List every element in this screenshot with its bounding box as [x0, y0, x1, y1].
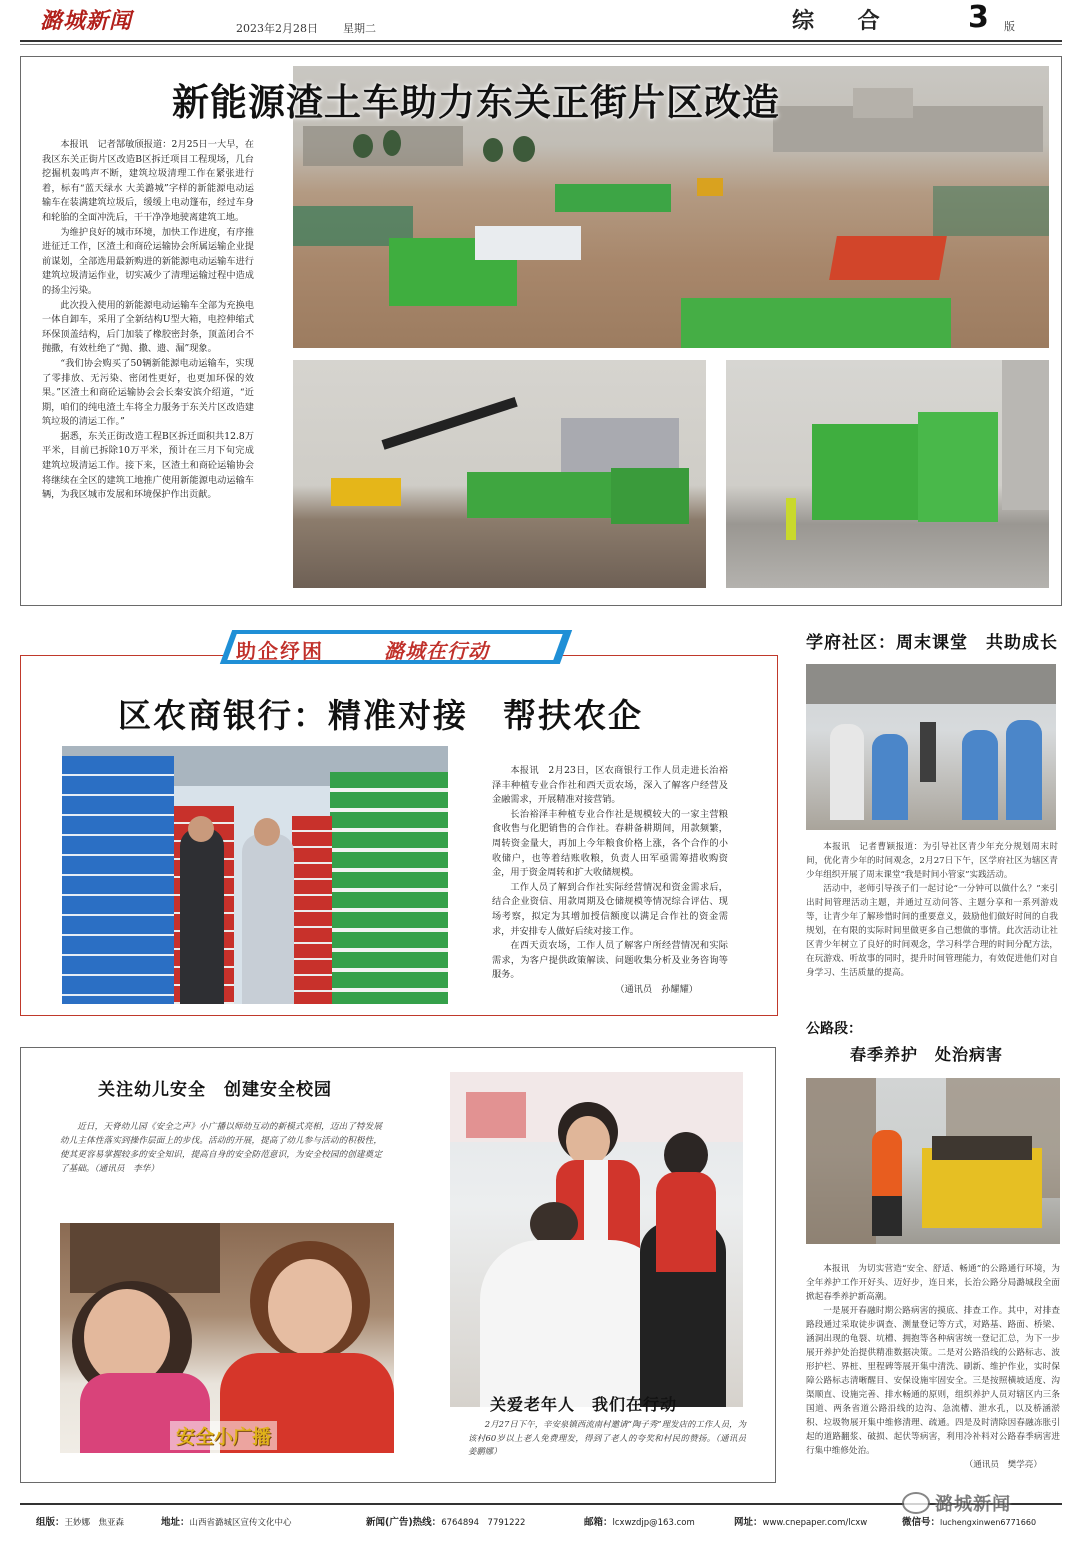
- masthead-rule-thin: [20, 44, 1062, 45]
- story2-headline: 区农商银行：精准对接 帮扶农企: [118, 696, 643, 735]
- story2-paragraph: 长治裕泽丰种植专业合作社是规模较大的一家主营粮食收售与化肥销售的合作社。春耕备耕期间，用款频繁，周转资金量大，再加上今年粮食价格上涨，各个合作的小收储户，也等着结账收粮，负责人田军亟需筹措收购资金，用于资金周转和扩大收储规模。: [492, 808, 728, 879]
- story3-body: [806, 840, 1058, 1010]
- masthead-rule: [20, 40, 1062, 42]
- issue-date: 2023年2月28日: [236, 22, 318, 35]
- free-haircut-photo: [450, 1072, 743, 1407]
- story6-text: 2月27日下午，辛安泉镇西流南村邀请“陶子秀”理发店的工作人员，为该村60岁以上老人免费理发，得到了老人的夸奖和村民的赞扬。: [468, 1419, 746, 1443]
- fertilizer-warehouse-photo: [62, 746, 448, 1004]
- section-name: 综 合: [792, 8, 898, 34]
- email-value[interactable]: lcxwzdjp@163.com: [612, 1518, 695, 1528]
- story4-paragraph: 一是展开春融时期公路病害的摸底、排查工作。其中，对排查路段通过采取徒步调查、测量登记等方式，对路基、路面、桥梁、涵洞出现的龟裂、坑槽、拥抱等各种病害统一登记汇总，为下一步展开养护处治提供精准数据决策。二是对公路沿线的公路标志、波形护栏、界桩、里程碑等展开集中清洗、刷新、维护作业，实时保障公路标志清晰醒目、安保设施牢固安全。三是按照横坡适度、沟渠顺直、设施完善、排水畅通的原则，组织养护人员对辖区内三条国道、两条省道公路沿线的边沟、急流槽、泄水孔，以及桥涵淤积、垃圾物展开集中维修清理、疏通。四是及时清除因春融冻胀引起的道路翻浆、破损、起伏等病害，利用冷补料对公路春季病害进行集中维修处治。: [806, 1306, 1060, 1456]
- address-value: 山西省潞城区宣传文化中心: [189, 1518, 292, 1528]
- story3-paragraph: 本报讯 记者曹颖报道：为引导社区青少年充分规划周末时间，优化青少年的时间观念，2月27日下午，区学府社区为辖区青少年组织开展了周末课堂“我是时间小管家”实践活动。: [806, 842, 1058, 880]
- story1-paragraph: 据悉，东关正街改造工程B区拆迁面积共12.8万平米，目前已拆除10万平米，预计在三月下旬完成建筑垃圾清运工作。接下来，区渣土和商砼运输协会将继续在全区的建筑工地推广使用新能源电动运输车辆，为我区城市发展和环境保护作出贡献。: [42, 430, 254, 501]
- website-value[interactable]: www.cnepaper.com/lcxw: [762, 1518, 868, 1528]
- story1-paragraph: 此次投入使用的新能源电动运输车全部为充换电一体自卸车，采用了全新结构U型大箱，电控伸缩式环保顶盖结构，后门加装了橡胶密封条，顶盖闭合不抛撒，有效杜绝了“抛、撒、遗、漏”现象。: [42, 299, 254, 355]
- story1-paragraph: 本报讯 记者郜敏颀报道：2月25日一大早，在我区东关正街片区改造B区拆迁项目工程现场，几台挖掘机轰鸣声不断，建筑垃圾清理工作在紧张进行着，标有“蓝天绿水 大美潞城”字样的新能源电动运输车在装满建筑垃圾后，缓缓上电动篷布，经过车身和轮胎的全面冲洗后，干干净净地驶离建筑工地。: [42, 139, 254, 223]
- story4-byline: （通讯员 樊学亮）: [964, 1460, 1042, 1470]
- hotline-value: 6764894 7791222: [441, 1518, 526, 1528]
- story4-paragraph: 本报讯 为切实营造“安全、舒适、畅通”的公路通行环境，为全年养护工作开好头、迈好步，连日来，长治公路分局潞城段全面掀起春季养护新高潮。: [806, 1264, 1060, 1302]
- story2-paragraph: 本报讯 2月23日，区农商银行工作人员走进长治裕泽丰种植专业合作社和西天贡农场，深入了解客户经营及金融需求，开展精准对接营销。: [492, 765, 728, 806]
- story2-body: [492, 764, 728, 1009]
- story5-body: [60, 1120, 382, 1200]
- page-number: 3: [968, 0, 989, 35]
- road-maintenance-photo: [806, 1078, 1060, 1244]
- story4-kicker: 公路段：: [806, 1021, 862, 1037]
- story1-headline: 新能源渣土车助力东关正街片区改造: [172, 81, 780, 124]
- wechat-value: luchengxinwen6771660: [940, 1518, 1037, 1527]
- story6-body: [468, 1418, 755, 1468]
- banner-left-text: 助企纾困: [236, 639, 324, 663]
- masthead-logo: 潞城新闻: [40, 8, 133, 34]
- kindergarten-broadcast-photo: [60, 1223, 394, 1453]
- excavator-loading-photo: [293, 360, 706, 588]
- truck-washing-photo: [726, 360, 1049, 588]
- story5-text: 近日，天脊幼儿园《安全之声》小广播以师幼互动的新模式亮相，迈出了特发展幼儿主体性落实到操作层面上的步伐。活动的开展，提高了幼儿参与活动的积极性，使其更容易掌握较多的安全知识，提高自身的安全防范意识，为安全校园的创建奠定了基础。: [60, 1122, 382, 1174]
- watermark-text: 潞城新闻: [935, 1494, 1012, 1515]
- email-label: 邮箱：: [584, 1517, 613, 1528]
- editors-label: 组版：: [36, 1517, 65, 1528]
- story6-byline: （通讯员 姜鹏娜）: [468, 1432, 755, 1457]
- address-label: 地址：: [161, 1517, 190, 1528]
- page-suffix: 版: [1004, 20, 1015, 33]
- banner-right-text: 潞城在行动: [384, 639, 489, 663]
- story1-paragraph: “我们协会购买了50辆新能源电动运输车，实现了零排放、无污染、密闭性更好，也更加环保的效果。”区渣土和商砼运输协会会长秦安滨介绍道，“近期，咱们的纯电渣土车将全力服务于东关片区改造建筑垃圾的清运工作。”: [42, 357, 254, 428]
- story2-byline: （通讯员 孙耀耀）: [615, 983, 698, 995]
- broadcast-label: 安全小广播: [170, 1421, 277, 1450]
- story2-paragraph: 工作人员了解到合作社实际经营情况和资金需求后，结合企业资信、用款周期及仓储规模等情况综合评估、现场考察，拟定为其增加授信额度以满足合作社的资金需求，并安排专人做好后续对接工作。: [492, 881, 728, 937]
- story5-headline: 关注幼儿安全 创建安全校园: [98, 1080, 332, 1100]
- wechat-logo-icon: [902, 1492, 930, 1514]
- story4-headline: 春季养护 处治病害: [850, 1045, 1004, 1064]
- story2-paragraph: 在西天贡农场，工作人员了解客户所经营情况和实际需求，为客户提供政策解读、问题收集分析及业务咨询等服务。: [492, 940, 728, 981]
- website-label: 网址：: [734, 1517, 763, 1528]
- story5-byline: （通讯员 李华）: [94, 1164, 159, 1174]
- hotline-label: 新闻(广告)热线：: [366, 1517, 442, 1528]
- issue-weekday: 星期二: [343, 22, 376, 35]
- editors-value: 王妙娜 焦亚森: [64, 1518, 125, 1528]
- story3-paragraph: 活动中，老师引导孩子们一起讨论“一分钟可以做什么？”来引出时间管理活动主题，并通过互动问答、主题分享和一系列游戏等，让青少年了解珍惜时间的重要意义，鼓励他们做好时间的自我规划，在有限的实际时间里做更多自己想做的事情。此次活动让社区青少年树立了良好的时间观念，学习科学合理的时间分配方法，在玩游戏、听故事的同时，提升时间管理能力，有效促进他们对自身学习、生活质量的提高。: [806, 884, 1058, 978]
- weekend-class-photo: [806, 664, 1056, 830]
- story3-headline: 学府社区：周末课堂 共助成长: [806, 633, 1058, 653]
- story1-body: [42, 138, 254, 586]
- wechat-label: 微信号：: [902, 1517, 941, 1528]
- story6-headline: 关爱老年人 我们在行动: [490, 1395, 678, 1414]
- masthead: [0, 0, 1080, 42]
- story1-paragraph: 为维护良好的城市环境，加快工作进度，有序推进征迁工作，区渣土和商砼运输协会所属运输企业提前谋划，全部选用最新购进的新能源电动运输车进行建筑垃圾清运作业，切实减少了清理运输过程中造成的扬尘污染。: [42, 226, 254, 296]
- campaign-banner: [226, 630, 566, 664]
- story4-body: [806, 1262, 1060, 1478]
- wechat-watermark: [902, 1490, 1011, 1518]
